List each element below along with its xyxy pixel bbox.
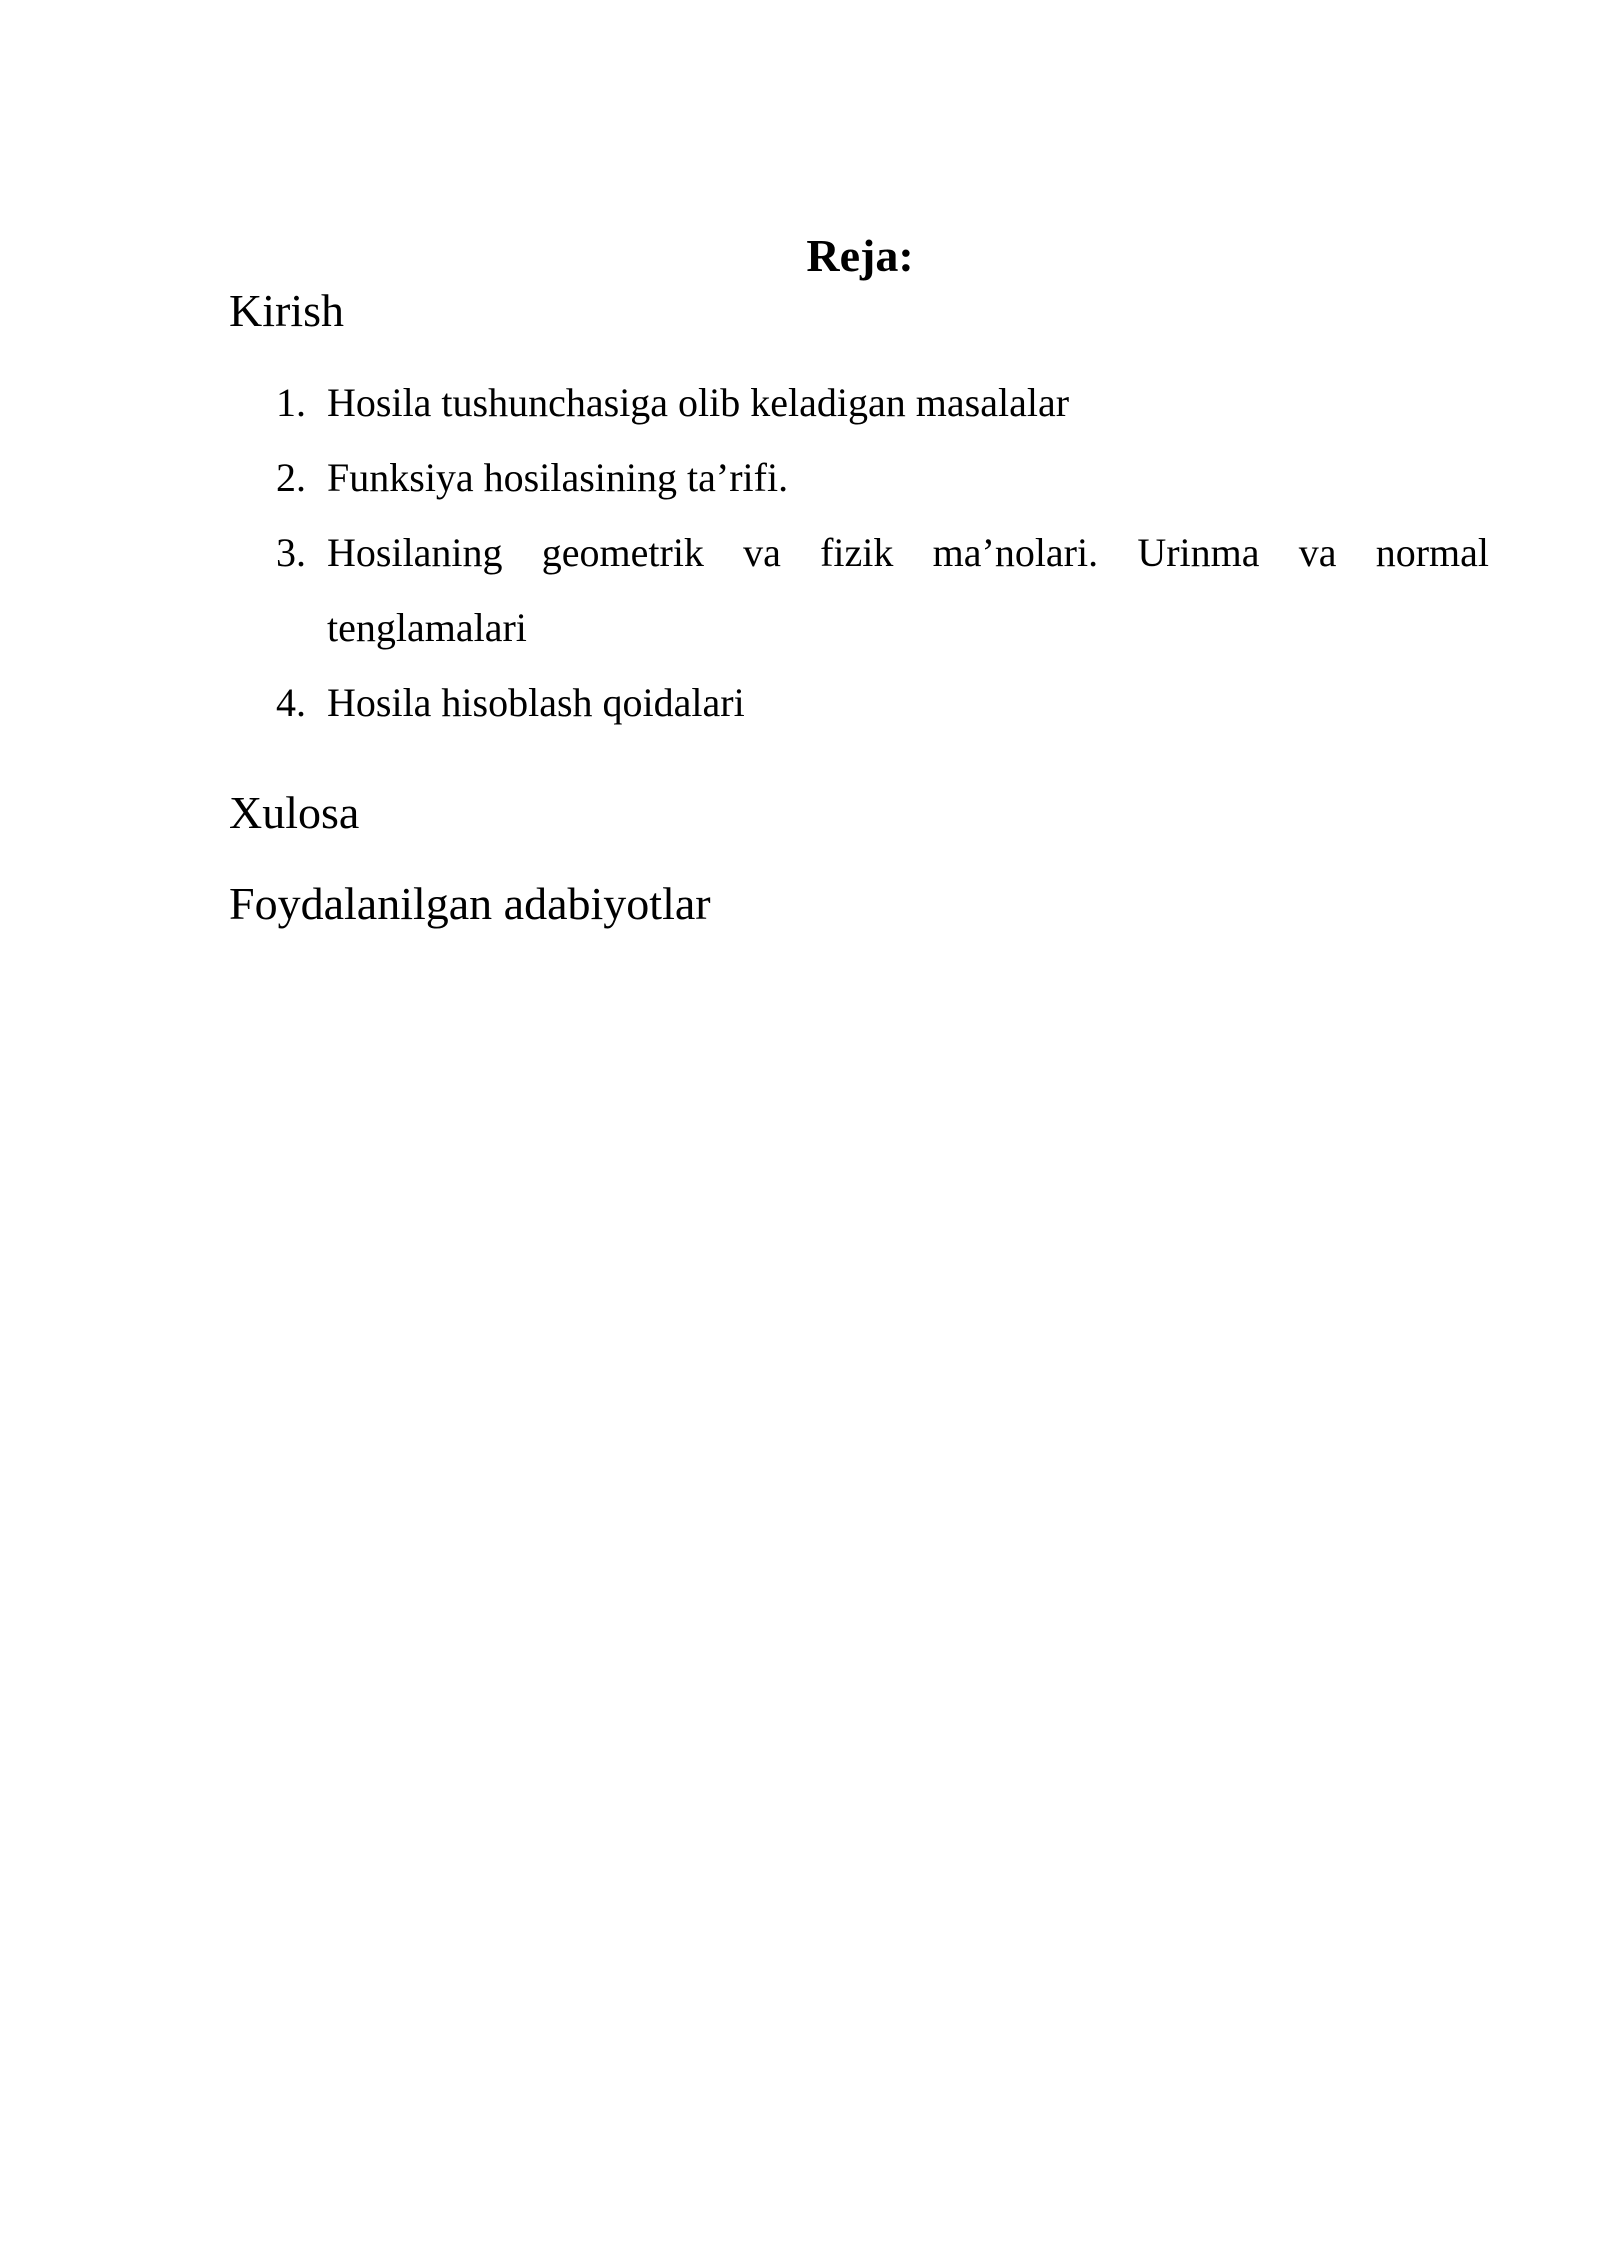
introduction-heading: Kirish <box>229 285 344 336</box>
plan-item-text: Hosilaning geometrik va fizik ma’nolari. Urinma va normal tenglamalari <box>327 530 1489 650</box>
plan-item-number: 1. <box>276 380 306 425</box>
plan-item-number: 2. <box>276 455 306 500</box>
plan-item-number: 3. <box>276 530 306 575</box>
plan-item-text: Funksiya hosilasining ta’rifi. <box>327 455 789 500</box>
plan-title: Reja: <box>806 230 914 281</box>
plan-item-text: Hosila tushunchasiga olib keladigan masalalar <box>327 380 1070 425</box>
conclusion-heading: Xulosa <box>229 787 360 838</box>
plan-item-number: 4. <box>276 680 306 725</box>
plan-item-text: Hosila hisoblash qoidalari <box>327 680 745 725</box>
references-heading: Foydalanilgan adabiyotlar <box>229 878 711 929</box>
